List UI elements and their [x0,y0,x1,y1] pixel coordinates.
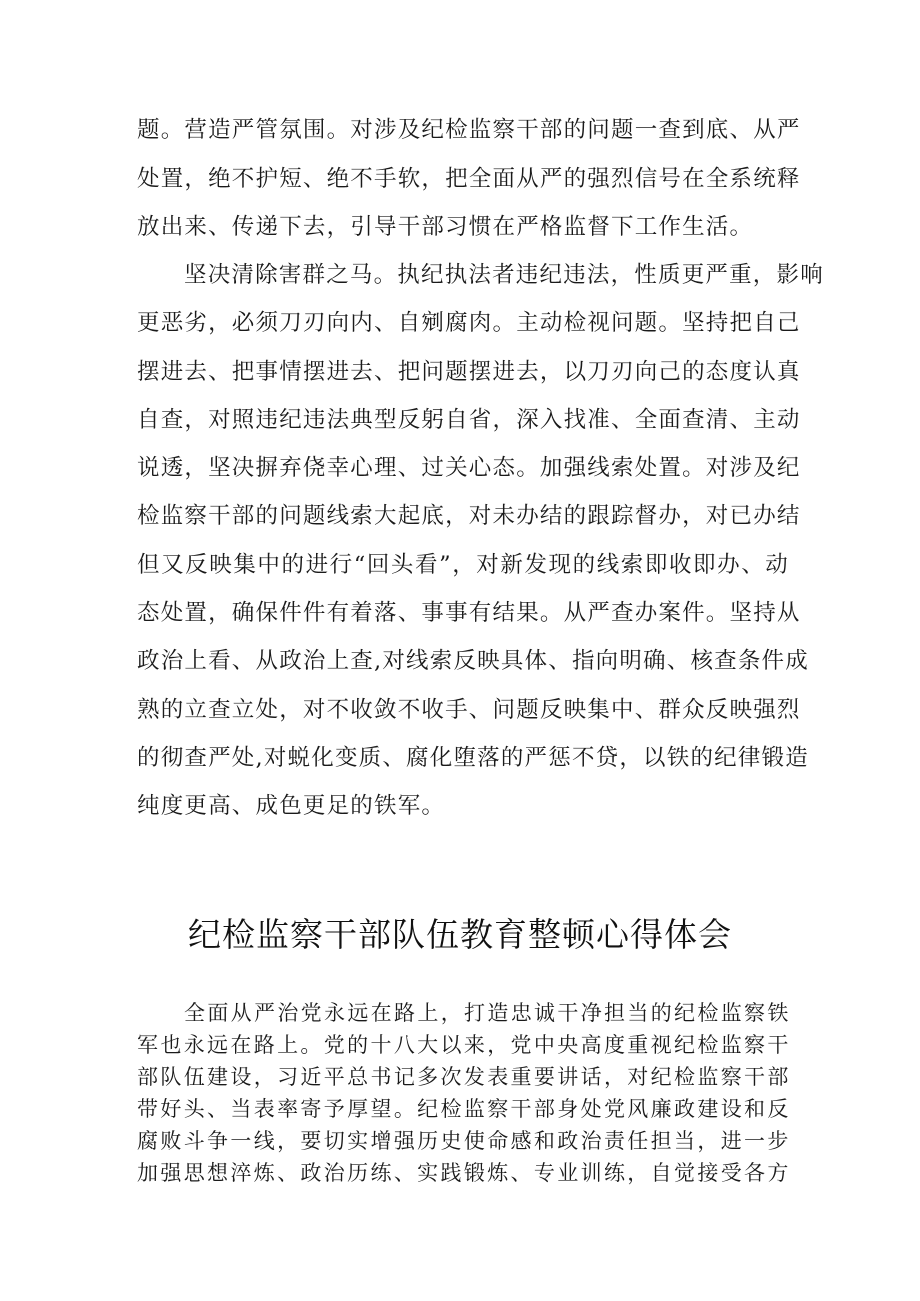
text-line: 更恶劣，必须刀刃向内、自剜腐肉。主动检视问题。坚持把自己 [137,310,801,336]
text-line: 的彻查严处,对蜕化变质、腐化堕落的严惩不贷，以铁的纪律锻造 [137,745,809,771]
text-line: 处置，绝不护短、绝不手软，把全面从严的强烈信号在全系统释 [137,166,801,192]
text-line: 摆进去、把事情摆进去、把问题摆进去，以刀刃向己的态度认真 [137,359,801,385]
text-line: 放出来、传递下去，引导干部习惯在严格监督下工作生活。 [137,214,754,240]
text-line: 熟的立查立处，对不收敛不收手、问题反映集中、群众反映强烈 [137,697,801,723]
text-line: 军也永远在路上。党的十八大以来，党中央高度重视纪检监察干 [137,1033,789,1057]
text-line: 部队伍建设，习近平总书记多次发表重要讲话，对纪检监察干部 [137,1065,789,1089]
text-line: 纯度更高、成色更足的铁军。 [137,793,446,819]
text-line: 题。营造严管氛围。对涉及纪检监察干部的问题一查到底、从严 [137,117,801,143]
text-line: 态处置，确保件件有着落、事事有结果。从严查办案件。坚持从 [137,600,801,626]
text-line: 检监察干部的问题线索大起底，对未办结的跟踪督办，对已办结 [137,503,801,529]
article-title: 纪检监察干部队伍教育整顿心得体会 [188,915,732,955]
text-line: 说透，坚决摒弃侥幸心理、过关心态。加强线索处置。对涉及纪 [137,455,801,481]
text-line: 政治上看、从政治上查,对线索反映具体、指向明确、核查条件成 [137,648,809,674]
text-line: 带好头、当表率寄予厚望。纪检监察干部身处党风廉政建设和反 [137,1097,789,1121]
text-line: 加强思想淬炼、政治历练、实践锻炼、专业训练，自觉接受各方 [137,1161,789,1185]
text-line: 但又反映集中的进行“回头看”，对新发现的线索即收即办、动 [137,552,789,578]
text-line: 自查，对照违纪违法典型反躬自省，深入找准、全面查清、主动 [137,407,801,433]
text-line: 全面从严治党永远在路上，打造忠诚干净担当的纪检监察铁 [184,1001,789,1025]
text-line: 坚决清除害群之马。执纪执法者违纪违法，性质更严重，影响 [184,262,824,288]
text-line: 腐败斗争一线，要切实增强历史使命感和政治责任担当，进一步 [137,1129,789,1153]
